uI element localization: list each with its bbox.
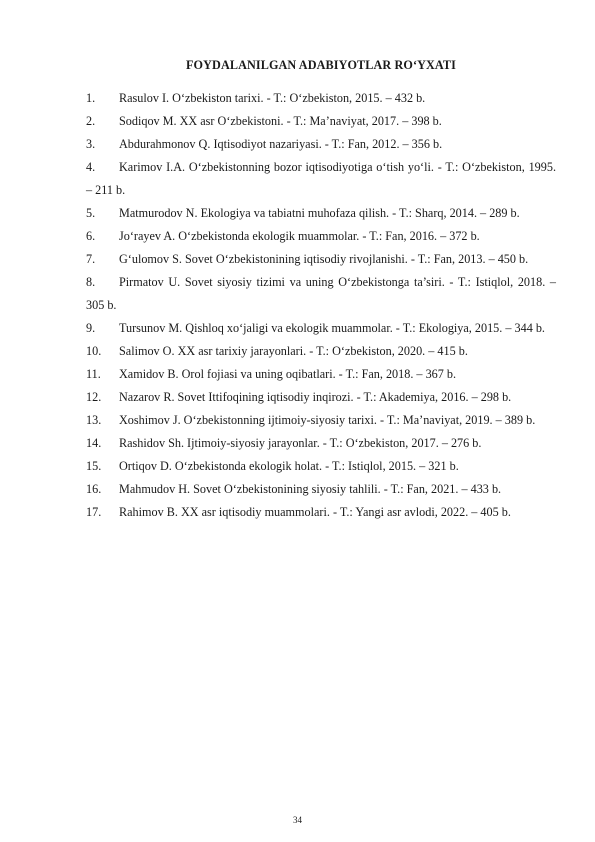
reference-number: 11. — [86, 367, 101, 381]
reference-number: 12. — [86, 390, 102, 404]
reference-text: Matmurodov N. Ekologiya va tabiatni muhofaza qilish. - T.: Sharq, 2014. – 289 b. — [119, 206, 520, 220]
reference-item — [86, 317, 556, 340]
reference-item — [86, 271, 556, 317]
reference-list — [86, 87, 556, 524]
reference-text: Ortiqov D. O‘zbekistonda ekologik holat. - T.: Istiqlol, 2015. – 321 b. — [119, 459, 459, 473]
reference-text: Rasulov I. O‘zbekiston tarixi. - T.: O‘zbekiston, 2015. – 432 b. — [119, 91, 426, 105]
reference-number: 7. — [86, 252, 96, 266]
reference-item — [86, 133, 556, 156]
reference-item — [86, 225, 556, 248]
reference-number: 15. — [86, 459, 102, 473]
reference-number: 6. — [86, 229, 96, 243]
reference-number: 13. — [86, 413, 102, 427]
reference-item — [86, 386, 556, 409]
reference-number: 1. — [86, 91, 96, 105]
page-title: FOYDALANILGAN ADABIYOTLAR RO‘YXATI — [186, 58, 456, 72]
reference-text: Sodiqov M. XX asr O‘zbekistoni. - T.: Ma’naviyat, 2017. – 398 b. — [119, 114, 442, 128]
reference-item — [86, 340, 556, 363]
reference-text: Salimov O. XX asr tarixiy jarayonlari. - T.: O‘zbekiston, 2020. – 415 b. — [119, 344, 468, 358]
reference-item — [86, 248, 556, 271]
reference-item — [86, 432, 556, 455]
reference-text: G‘ulomov S. Sovet O‘zbekistonining iqtisodiy rivojlanishi. - T.: Fan, 2013. – 450 b. — [119, 252, 529, 266]
reference-item — [86, 110, 556, 133]
reference-text: Pirmatov U. Sovet siyosiy tizimi va uning O‘zbekistonga ta’siri. - T.: Istiqlol, 2018. – 305 b. — [86, 275, 556, 312]
reference-item — [86, 501, 556, 524]
reference-item — [86, 87, 556, 110]
reference-item — [86, 363, 556, 386]
reference-number: 5. — [86, 206, 96, 220]
reference-text: Nazarov R. Sovet Ittifoqining iqtisodiy inqirozi. - T.: Akademiya, 2016. – 298 b. — [119, 390, 512, 404]
reference-item — [86, 409, 556, 432]
reference-number: 2. — [86, 114, 96, 128]
reference-number: 9. — [86, 321, 96, 335]
reference-number: 17. — [86, 505, 102, 519]
reference-text: Mahmudov H. Sovet O‘zbekistonining siyosiy tahlili. - T.: Fan, 2021. – 433 b. — [119, 482, 502, 496]
page-number: 34 — [293, 815, 302, 825]
reference-text: Karimov I.A. O‘zbekistonning bozor iqtisodiyotiga o‘tish yo‘li. - T.: O‘zbekiston, 1995. – 211 b. — [86, 160, 556, 197]
reference-text: Jo‘rayev A. O‘zbekistonda ekologik muammolar. - T.: Fan, 2016. – 372 b. — [119, 229, 480, 243]
reference-text: Xoshimov J. O‘zbekistonning ijtimoiy-siyosiy tarixi. - T.: Ma’naviyat, 2019. – 389 b. — [119, 413, 536, 427]
reference-number: 4. — [86, 160, 96, 174]
reference-item — [86, 478, 556, 501]
reference-number: 16. — [86, 482, 102, 496]
reference-item — [86, 455, 556, 478]
reference-item — [86, 156, 556, 202]
reference-text: Rahimov B. XX asr iqtisodiy muammolari. - T.: Yangi asr avlodi, 2022. – 405 b. — [119, 505, 511, 519]
reference-number: 3. — [86, 137, 96, 151]
reference-number: 8. — [86, 275, 96, 289]
reference-number: 14. — [86, 436, 102, 450]
reference-text: Abdurahmonov Q. Iqtisodiyot nazariyasi. - T.: Fan, 2012. – 356 b. — [119, 137, 443, 151]
reference-number: 10. — [86, 344, 102, 358]
reference-text: Tursunov M. Qishloq xo‘jaligi va ekologik muammolar. - T.: Ekologiya, 2015. – 344 b. — [119, 321, 545, 335]
reference-text: Xamidov B. Orol fojiasi va uning oqibatlari. - T.: Fan, 2018. – 367 b. — [119, 367, 457, 381]
reference-text: Rashidov Sh. Ijtimoiy-siyosiy jarayonlar. - T.: O‘zbekiston, 2017. – 276 b. — [119, 436, 482, 450]
reference-item — [86, 202, 556, 225]
